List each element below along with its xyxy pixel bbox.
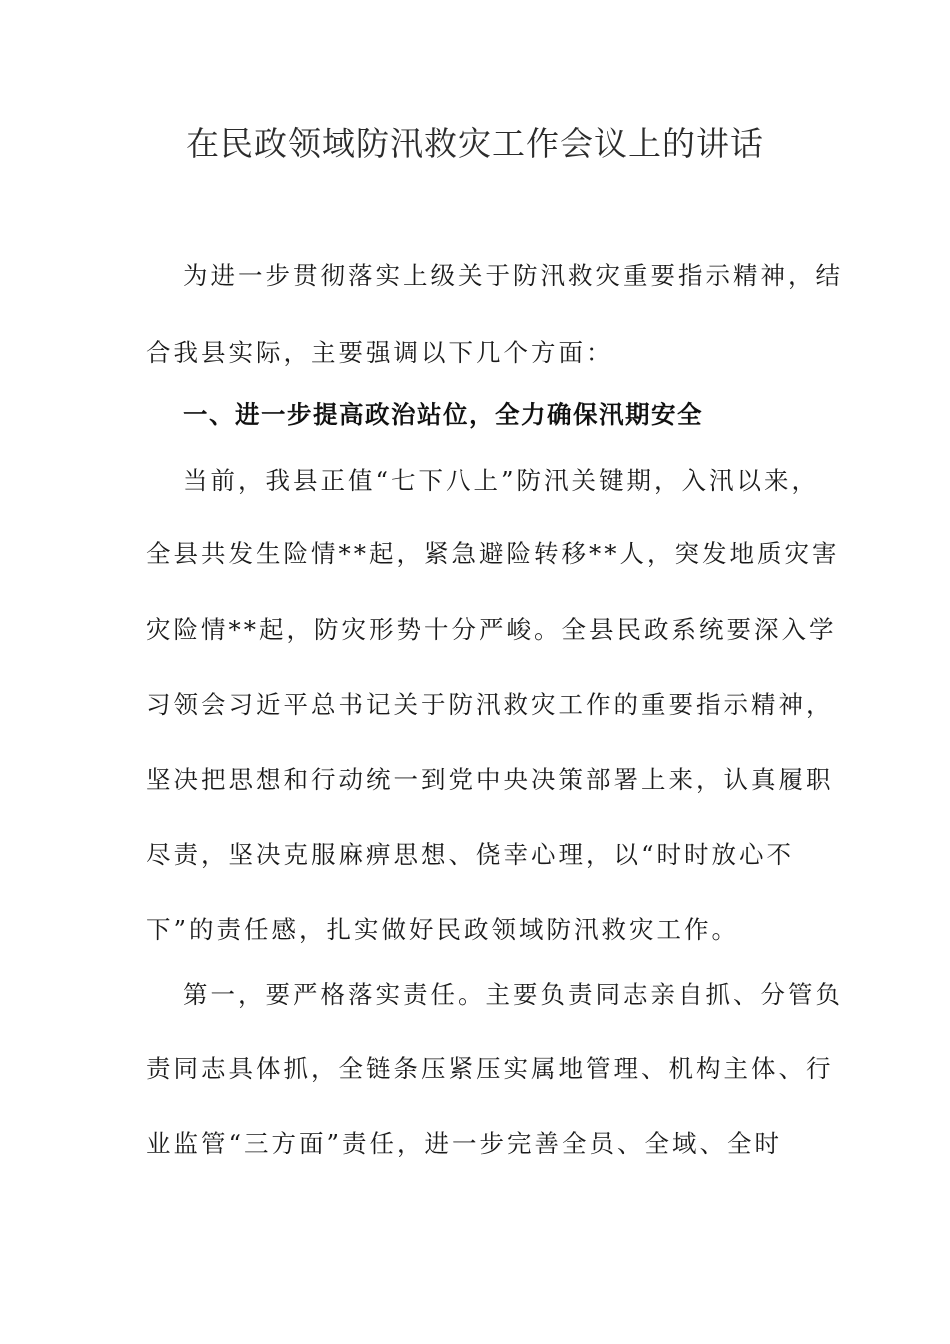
intro-line-2: 合我县实际，主要强调以下几个方面：: [146, 338, 614, 367]
intro-line-1: 为进一步贯彻落实上级关于防汛救灾重要指示精神，结: [183, 261, 843, 290]
paragraph-1-line-2: 全县共发生险情**起，紧急避险转移**人，突发地质灾害: [146, 539, 840, 568]
paragraph-1-line-3: 灾险情**起，防灾形势十分严峻。全县民政系统要深入学: [146, 615, 837, 644]
paragraph-1-line-7: 下”的责任感，扎实做好民政领域防汛救灾工作。: [146, 915, 740, 944]
paragraph-1-line-6: 尽责，坚决克服麻痹思想、侥幸心理，以“时时放心不: [146, 840, 795, 869]
paragraph-2-line-2: 责同志具体抓，全链条压紧压实属地管理、机构主体、行: [146, 1054, 834, 1083]
paragraph-1-line-5: 坚决把思想和行动统一到党中央决策部署上来，认真履职: [146, 765, 834, 794]
paragraph-1-line-4: 习领会习近平总书记关于防汛救灾工作的重要指示精神，: [146, 690, 834, 719]
section-1-heading: 一、进一步提高政治站位，全力确保汛期安全: [183, 400, 703, 429]
paragraph-2-line-3: 业监管“三方面”责任，进一步完善全员、全域、全时: [146, 1129, 783, 1158]
paragraph-1-line-1: 当前，我县正值“七下八上”防汛关键期，入汛以来，: [183, 466, 820, 495]
document-title: 在民政领域防汛救灾工作会议上的讲话: [186, 124, 764, 163]
paragraph-2-line-1: 第一，要严格落实责任。主要负责同志亲自抓、分管负: [183, 980, 843, 1009]
